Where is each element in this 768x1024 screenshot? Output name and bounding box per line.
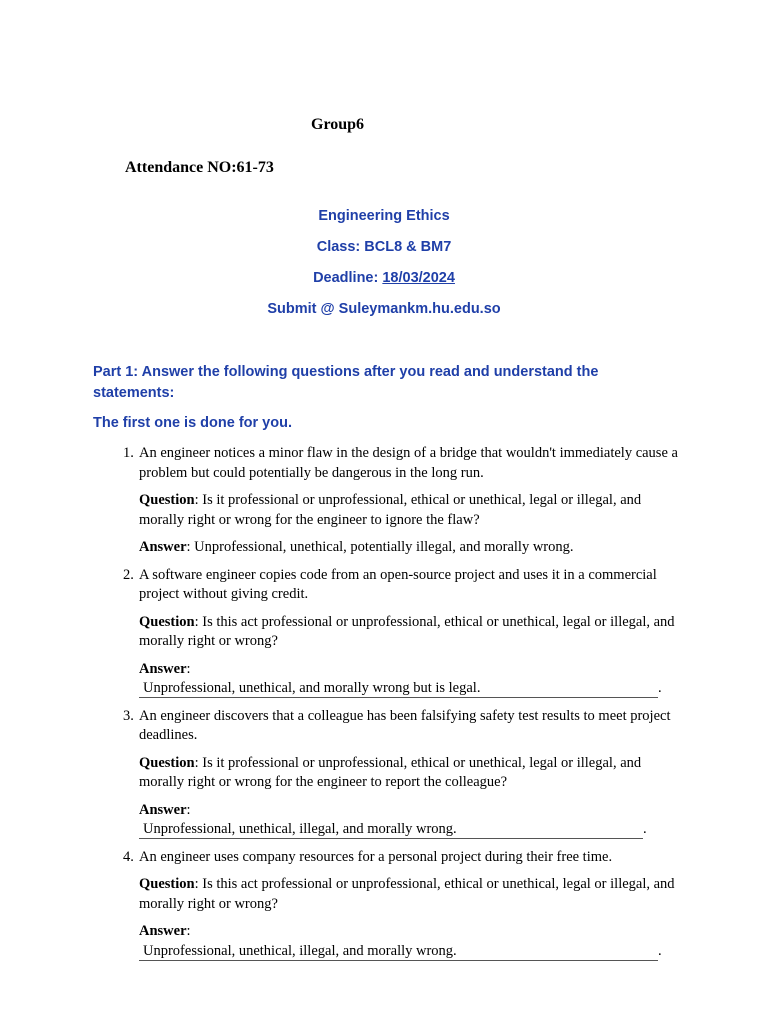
question-text [139,875,678,914]
assignment-header [0,207,768,331]
answer-end: . [643,821,647,837]
answer-end: . [658,680,662,696]
answer-field: Unprofessional, unethical, illegal, and morally wrong. [139,821,643,839]
question-number: 3. [123,707,134,724]
question-label: Question [139,876,195,892]
class-info: Class: BCL8 & BM7 [316,239,452,255]
question-label: Question [139,613,195,630]
submit-info: Submit @ Suleymankm.hu.edu.so [267,301,501,317]
answer-colon: : [186,923,191,939]
question-item [118,444,678,558]
answer-text [139,922,678,961]
answer-colon: : [186,801,191,818]
deadline [0,269,768,300]
answer-text [139,538,678,558]
question-body: : Is it professional or unprofessional, ethical or unethical, legal or illegal, and morally right or wrong for the engineer to report the colleague? [139,754,642,790]
question-list [118,444,678,969]
answer-label: Answer [139,539,187,555]
question-item [118,707,678,840]
answer-field: Unprofessional, unethical, and morally wrong but is legal. [139,680,658,698]
answer-colon: : [186,660,191,677]
statement: An engineer discovers that a colleague has been falsifying safety test results to meet project deadlines. [139,707,671,743]
question-body: : Is this act professional or unprofessional, ethical or unethical, legal or illegal, and morally right or wrong? [139,876,675,912]
question-number: 4. [123,848,134,865]
statement: An engineer uses company resources for a personal project during their free time. [139,848,613,865]
question-item [118,566,678,699]
deadline-label: Deadline: [313,270,383,286]
answer-end: . [658,942,662,959]
first-done-note: The first one is done for you. [93,415,292,431]
question-label: Question [139,754,195,771]
deadline-date: 18/03/2024 [382,270,455,286]
statement: A software engineer copies code from an open-source project and uses it in a commercial project without giving credit. [139,566,657,602]
question-number: 2. [123,566,134,583]
question-number: 1. [123,445,134,461]
answer-text [139,801,678,840]
answer-text [139,660,678,699]
answer-label: Answer [139,923,187,939]
question-body: : Is it professional or unprofessional, ethical or unethical, legal or illegal, and morally right or wrong for the engineer to ignore the flaw? [139,492,642,528]
statement: An engineer notices a minor flaw in the design of a bridge that wouldn't immediately cause a problem but could potentially be dangerous in the long run. [139,445,678,481]
question-text [139,613,678,652]
question-body: : Is this act professional or unprofessional, ethical or unethical, legal or illegal, and morally right or wrong? [139,613,675,649]
answer-label: Answer [139,801,187,818]
course-title: Engineering Ethics [318,208,450,224]
question-item [118,848,678,962]
question-text [139,754,678,793]
question-label: Question [139,492,195,508]
answer-field: Unprofessional, unethical, illegal, and morally wrong. [139,943,658,961]
attendance-number: Attendance NO:61-73 [125,159,274,176]
question-text [139,491,678,530]
answer-label: Answer [139,660,187,677]
answer-body: : Unprofessional, unethical, potentially illegal, and morally wrong. [186,539,574,555]
group-title: Group6 [311,116,365,133]
part1-heading: Part 1: Answer the following questions after you read and understand the statements: [93,364,599,401]
